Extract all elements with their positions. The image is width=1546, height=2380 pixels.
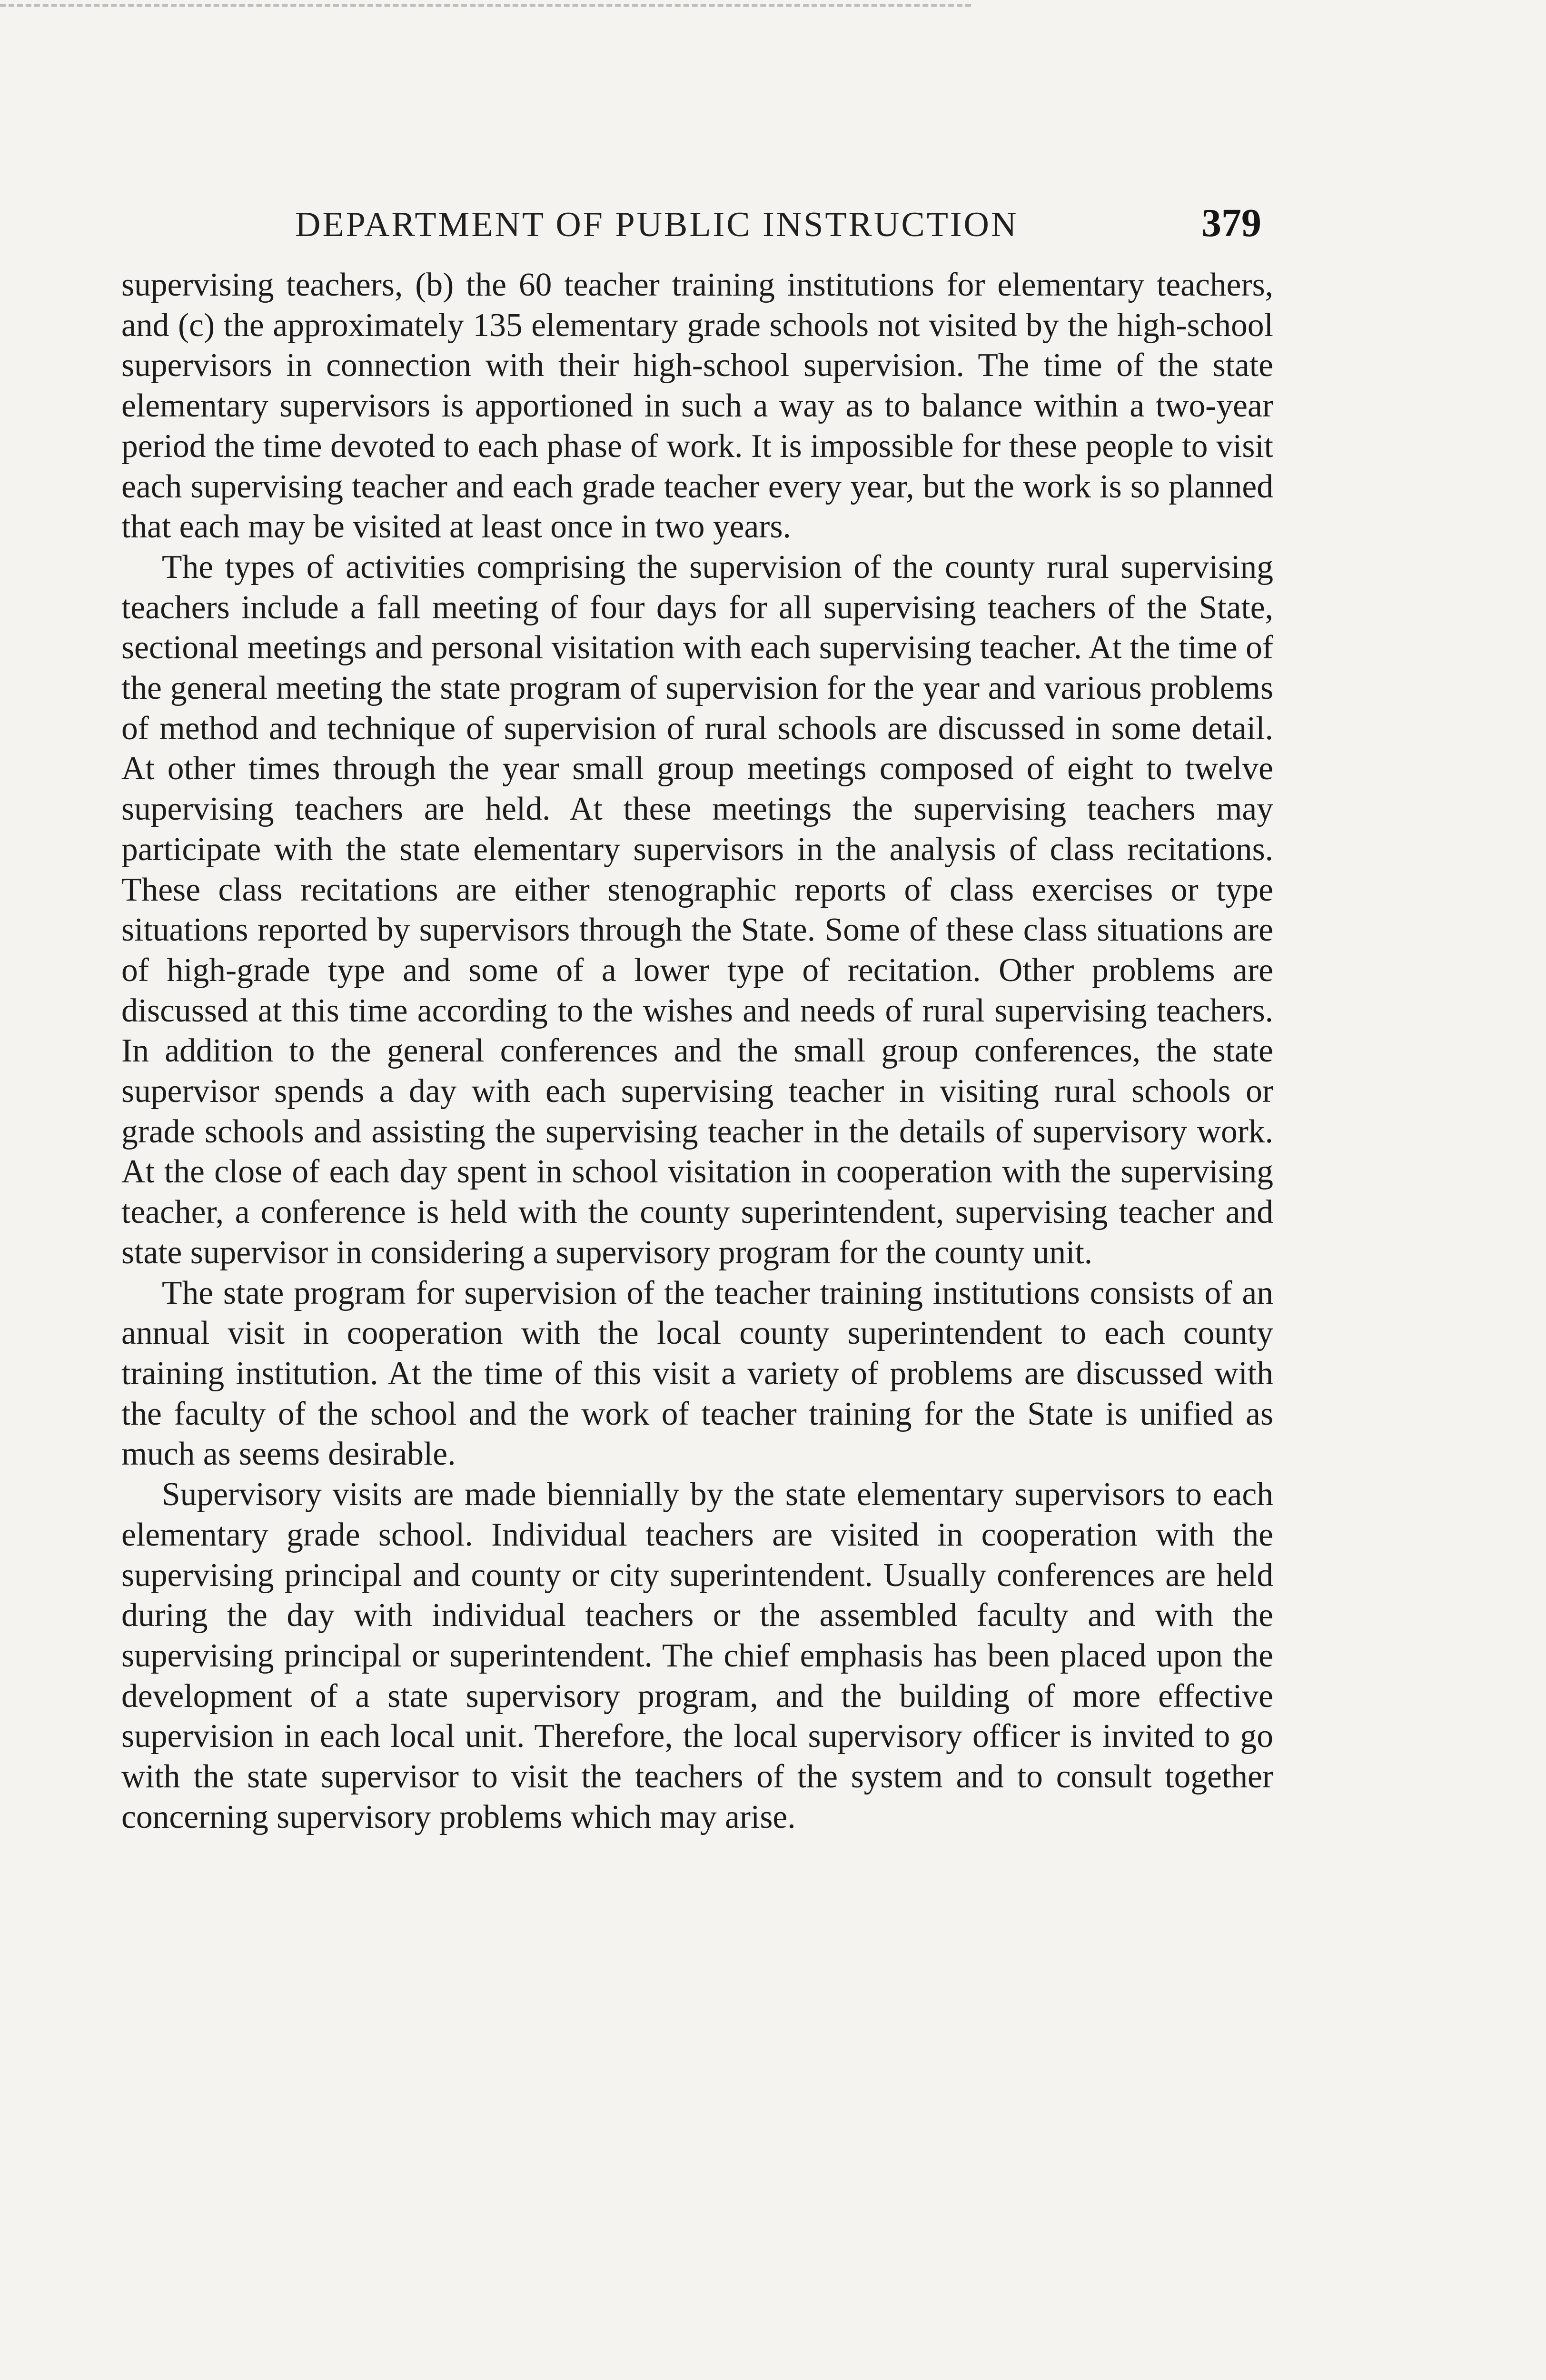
page-number: 379	[1201, 201, 1261, 245]
running-header	[121, 200, 1273, 246]
paragraph-teacher-training: The state program for supervision of the teacher training institutions consists of an annual visit in cooperation with the local county superintendent to each county training institution. At the time of this visit a variety of problems are discussed with the faculty of the school and the work of teacher training for the State is unified as much as seems desirable.	[121, 1274, 1273, 1473]
book-page	[121, 200, 1273, 1837]
running-header-title: DEPARTMENT OF PUBLIC INSTRUCTION	[295, 205, 1019, 244]
paragraph-supervisory-visits: Supervisory visits are made biennially by the state elementary supervisors to each elementary grade school. Individual teachers are visited in cooperation with the supervising principal and county or city superintendent. Usually conferences are held during the day with individual teachers or the assembled faculty and with the supervising principal or superintendent. The chief emphasis has been placed upon the development of a state supervisory program, and the building of more effective supervision in each local unit. Therefore, the local supervisory officer is invited to go with the state supervisor to visit the teachers of the system and to consult together concerning supervisory problems which may arise.	[121, 1476, 1273, 1835]
paragraph-rural-supervision: The types of activities comprising the supervision of the county rural supervising teachers include a fall meeting of four days for all supervising teachers of the State, sectional meetings and personal visitation with each supervising teacher. At the time of the general meeting the state program of supervision for the year and various problems of method and technique of supervision of rural schools are discussed in some detail. At other times through the year small group meetings composed of eight to twelve supervising teachers are held. At these meetings the supervising teachers may participate with the state elementary supervisors in the analysis of class recitations. These class recitations are either stenographic reports of class exercises or type situations reported by supervisors through the State. Some of these class situations are of high-grade type and some of a lower type of recitation. Other problems are discussed at this time according to the wishes and needs of rural supervising teachers. In addition to the general conferences and the small group conferences, the state supervisor spends a day with each supervising teacher in visiting rural schools or grade schools and assisting the supervising teacher in the details of supervisory work. At the close of each day spent in school visitation in cooperation with the supervising teacher, a conference is held with the county superintendent, supervising teacher and state supervisor in considering a supervisory program for the county unit.	[121, 548, 1273, 1271]
paragraph-continued: supervising teachers, (b) the 60 teacher training institutions for elementary teachers, and (c) the approximately 135 elementary grade schools not visited by the high-school supervisors in connection with their high-school supervision. The time of the state elementary supervisors is apportioned in such a way as to balance within a two-year period the time devoted to each phase of work. It is impossible for these people to visit each supervising teacher and each grade teacher every year, but the work is so planned that each may be visited at least once in two years.	[121, 267, 1273, 545]
scan-edge-artifact	[0, 4, 971, 7]
